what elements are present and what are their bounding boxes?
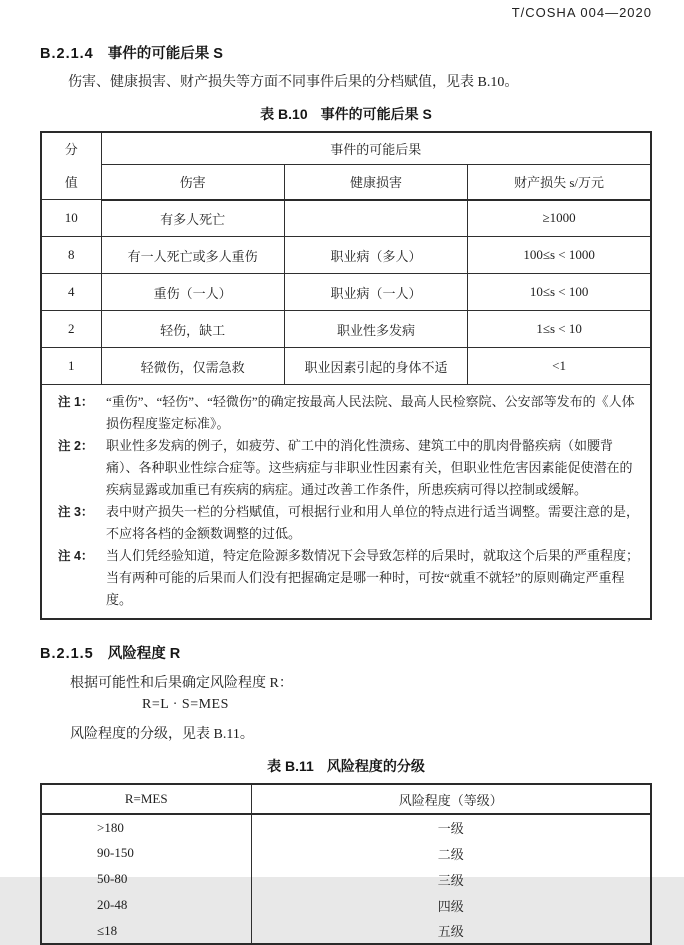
column-header-injury: 伤害 xyxy=(101,165,284,200)
note-item xyxy=(50,501,642,545)
consequence-table xyxy=(40,131,652,620)
table-header-row xyxy=(41,784,651,814)
cell-rmes: 20-48 xyxy=(41,892,251,918)
section-title: 事件的可能后果 S xyxy=(107,46,223,62)
note-text: “重伤”、“轻伤”、“轻微伤”的确定按最高人民法院、最高人民检察院、公安部等发布的《人体损伤程度鉴定标准》。 xyxy=(106,394,635,431)
cell-rmes: >180 xyxy=(41,814,251,840)
cell-score: 2 xyxy=(41,311,101,348)
cell-property: ≥1000 xyxy=(468,200,651,237)
section-number: B.2.1.4 xyxy=(40,46,94,62)
column-header-property: 财产损失 s/万元 xyxy=(468,165,651,200)
cell-level: 三级 xyxy=(437,872,464,888)
cell-score: 10 xyxy=(41,200,101,237)
cell-injury: 轻微伤，仅需急救 xyxy=(101,348,284,385)
table-header-row-1 xyxy=(41,132,651,165)
note-text: 表中财产损失一栏的分档赋值，可根据行业和用人单位的特点进行适当调整。需要注意的是，不应将各档的金额数调整的过低。 xyxy=(106,504,640,541)
table-b10-caption-label: 表 B.10 xyxy=(260,106,308,122)
section-title: 风险程度 R xyxy=(107,646,181,662)
cell-level: 五级 xyxy=(437,924,464,939)
cell-health: 职业病（多人） xyxy=(284,237,467,274)
note-label: 注 4： xyxy=(58,549,94,563)
note-item xyxy=(50,391,642,435)
note-text: 职业性多发病的例子，如疲劳、矿工中的消化性溃疡、建筑工中的肌肉骨骼疾病（如腰背痛）、各种职业性综合症等。这些病症与非职业性因素有关，但职业性危害因素能促使潜在的疾病显露或加重已有疾病的病症。通过改善工作条件，所患疾病可得以控制或缓解。 xyxy=(106,438,633,497)
table-header-row-2 xyxy=(41,165,651,200)
cell-score: 8 xyxy=(41,237,101,274)
risk-intro-line: 根据可能性和后果确定风险程度 R： xyxy=(70,676,293,691)
cell-injury: 有一人死亡或多人重伤 xyxy=(101,237,284,274)
table-row xyxy=(41,892,651,918)
intro-paragraph: 伤害、健康损害、财产损失等方面不同事件后果的分档赋值，见表 B.10。 xyxy=(68,75,519,90)
table-row xyxy=(41,237,651,274)
table-b11-caption-label: 表 B.11 xyxy=(267,758,314,774)
table-row xyxy=(41,311,651,348)
cell-level: 二级 xyxy=(437,846,464,862)
note-text: 当人们凭经验知道，特定危险源多数情况下会导致怎样的后果时，就取这个后果的严重程度；当有两种可能的后果而人们没有把握确定是哪一种时，可按“就重不就轻”的原则确定严重程度。 xyxy=(106,548,640,607)
risk-grading-line: 风险程度的分级，见表 B.11。 xyxy=(70,727,254,742)
cell-property: 10≤s < 100 xyxy=(468,274,651,311)
cell-health: 职业病（一人） xyxy=(284,274,467,311)
section-heading-b215 xyxy=(40,642,652,663)
cell-property: 100≤s < 1000 xyxy=(468,237,651,274)
cell-rmes: 50-80 xyxy=(41,866,251,892)
section-heading-b214 xyxy=(40,42,652,63)
risk-formula: R=L · S=MES xyxy=(142,697,229,712)
cell-score: 4 xyxy=(41,274,101,311)
table-b10-caption xyxy=(40,104,652,124)
note-item xyxy=(50,435,642,501)
table-notes-row xyxy=(41,385,651,620)
cell-health xyxy=(284,200,467,237)
table-row xyxy=(41,274,651,311)
table-row xyxy=(41,200,651,237)
table-b11-caption-title: 风险程度的分级 xyxy=(326,758,425,774)
table-row xyxy=(41,866,651,892)
cell-injury: 重伤（一人） xyxy=(101,274,284,311)
cell-health: 职业因素引起的身体不适 xyxy=(284,348,467,385)
cell-property: 1≤s < 10 xyxy=(468,311,651,348)
cell-health: 职业性多发病 xyxy=(284,311,467,348)
score-header-cell xyxy=(41,132,101,200)
cell-level: 一级 xyxy=(437,821,464,836)
table-row xyxy=(41,840,651,866)
cell-level: 四级 xyxy=(437,898,464,914)
column-header-health: 健康损害 xyxy=(284,165,467,200)
cell-rmes: ≤18 xyxy=(41,918,251,944)
notes-block xyxy=(41,385,651,620)
column-header-level: 风险程度（等级） xyxy=(251,784,651,814)
table-b10-caption-title: 事件的可能后果 S xyxy=(320,106,432,122)
score-header-label: 分值 xyxy=(64,142,78,190)
risk-grade-table xyxy=(40,783,652,945)
cell-injury: 轻伤，缺工 xyxy=(101,311,284,348)
doc-number: T/COSHA 004—2020 xyxy=(511,5,652,20)
column-header-rmes: R=MES xyxy=(41,784,251,814)
cell-score: 1 xyxy=(41,348,101,385)
table-row xyxy=(41,348,651,385)
table-row xyxy=(41,918,651,944)
note-label: 注 1： xyxy=(58,395,94,409)
cell-injury: 有多人死亡 xyxy=(101,200,284,237)
section-number: B.2.1.5 xyxy=(40,646,94,662)
note-item xyxy=(50,545,642,611)
cell-property: <1 xyxy=(468,348,651,385)
group-header-cell: 事件的可能后果 xyxy=(101,132,651,165)
table-b11-caption xyxy=(40,756,652,776)
table-row xyxy=(41,814,651,840)
note-label: 注 3： xyxy=(58,505,94,519)
cell-rmes: 90-150 xyxy=(41,840,251,866)
note-label: 注 2： xyxy=(58,439,94,453)
